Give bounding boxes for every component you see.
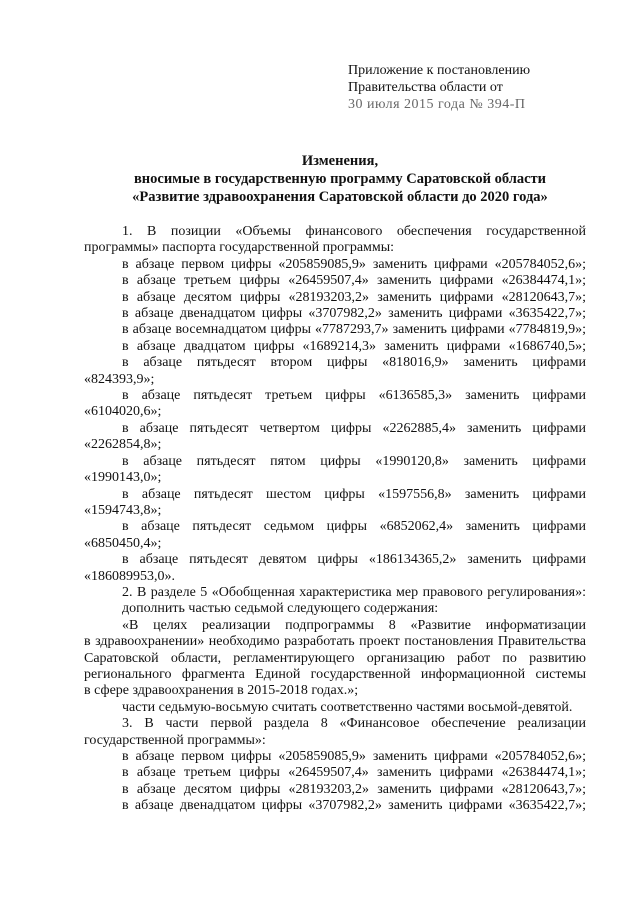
section1-pair-line-a: в абзаце пятьдесят пятом цифры «1990120,8» заменить цифрами xyxy=(122,453,586,469)
section3-intro-line1: 3. В части первой раздела 8 «Финансовое обеспечение реализации xyxy=(122,716,586,732)
title-line-1: Изменения, xyxy=(301,153,379,169)
section3-item: в абзаце третьем цифры «26459507,4» заменить цифрами «26384474,1»; xyxy=(122,765,586,781)
section3-item: в абзаце первом цифры «205859085,9» заменить цифрами «205784052,6»; xyxy=(122,749,586,764)
section2-quote-line: в сфере здравоохранения в 2015-2018 годах.»; xyxy=(84,683,359,699)
section1-pair-line-b: «1990143,0»; xyxy=(84,470,162,486)
section1-pair-line-a: в абзаце пятьдесят четвертом цифры «2262885,4» заменить цифрами xyxy=(122,420,586,436)
section1-pair-line-a: в абзаце пятьдесят втором цифры «818016,9» заменить цифрами xyxy=(122,355,586,371)
section2-quote-line: Саратовской области, регламентирующего организацию работ по развитию xyxy=(84,650,586,666)
section1-intro-line2: программы» паспорта государственной программы: xyxy=(84,240,395,256)
section1-pair-line-a: в абзаце пятьдесят седьмом цифры «6852062,4» заменить цифрами xyxy=(122,519,586,535)
approval-line-2: Правительства области от xyxy=(348,80,503,95)
section1-pair-line-b: «186089953,0». xyxy=(84,568,175,584)
title-line-2: вносимые в государственную программу Саратовской области xyxy=(133,171,547,187)
section1-pair-line-b: «1594743,8»; xyxy=(84,502,162,518)
title-line-3: «Развитие здравоохранения Саратовской области до 2020 года» xyxy=(132,189,548,205)
section2-instruction: дополнить частью седьмой следующего содержания: xyxy=(122,601,439,617)
section1-pair-line-b: «824393,9»; xyxy=(84,371,155,387)
approval-date-number: 30 июля 2015 года № 394-П xyxy=(348,97,526,112)
section1-item: в абзаце первом цифры «205859085,9» заменить цифрами «205784052,6»; xyxy=(122,256,586,272)
section3-item: в абзаце десятом цифры «28193203,2» заменить цифрами «28120643,7»; xyxy=(122,781,586,797)
section1-item: в абзаце восемнадцатом цифры «7787293,7» заменить цифрами «7784819,9»; xyxy=(122,322,586,338)
section1-item: в абзаце третьем цифры «26459507,4» заменить цифрами «26384474,1»; xyxy=(122,273,586,289)
section3-intro-line2: государственной программы»: xyxy=(84,732,266,748)
section1-pair-line-b: «6104020,6»; xyxy=(84,404,162,420)
section1-pair-line-b: «6850450,4»; xyxy=(84,535,162,551)
section1-item: в абзаце двадцатом цифры «1689214,3» заменить цифрами «1686740,5»; xyxy=(122,338,586,354)
document-title xyxy=(80,152,600,206)
section2-quote-line: в здравоохранении» необходимо разработать проект постановления Правительства xyxy=(84,634,586,650)
section1-pair-line-a: в абзаце пятьдесят девятом цифры «186134365,2» заменить цифрами xyxy=(122,552,586,568)
section1-pair-line-b: «2262854,8»; xyxy=(84,437,162,453)
section1-intro-line1: 1. В позиции «Объемы финансового обеспечения государственной xyxy=(122,224,586,239)
section2-quote-line: «В целях реализации подпрограммы 8 «Развитие информатизации xyxy=(122,617,586,633)
section1-item: в абзаце двенадцатом цифры «3707982,2» заменить цифрами «3635422,7»; xyxy=(122,306,586,322)
section3-item: в абзаце двенадцатом цифры «3707982,2» заменить цифрами «3635422,7»; xyxy=(122,798,586,814)
approval-stamp xyxy=(348,62,618,113)
document-body xyxy=(84,224,586,815)
section2-renumber: части седьмую-восьмую считать соответственно частями восьмой-девятой. xyxy=(122,699,573,715)
section1-pair-line-a: в абзаце пятьдесят третьем цифры «6136585,3» заменить цифрами xyxy=(122,388,586,404)
section2-quote-line: регионального фрагмента Единой государственной информационной системы xyxy=(84,666,586,682)
approval-line-1: Приложение к постановлению xyxy=(348,63,531,78)
section2-heading: 2. В разделе 5 «Обобщенная характеристика мер правового регулирования»: xyxy=(122,584,586,600)
section1-item: в абзаце десятом цифры «28193203,2» заменить цифрами «28120643,7»; xyxy=(122,289,586,305)
section1-pair-line-a: в абзаце пятьдесят шестом цифры «1597556,8» заменить цифрами xyxy=(122,486,586,502)
